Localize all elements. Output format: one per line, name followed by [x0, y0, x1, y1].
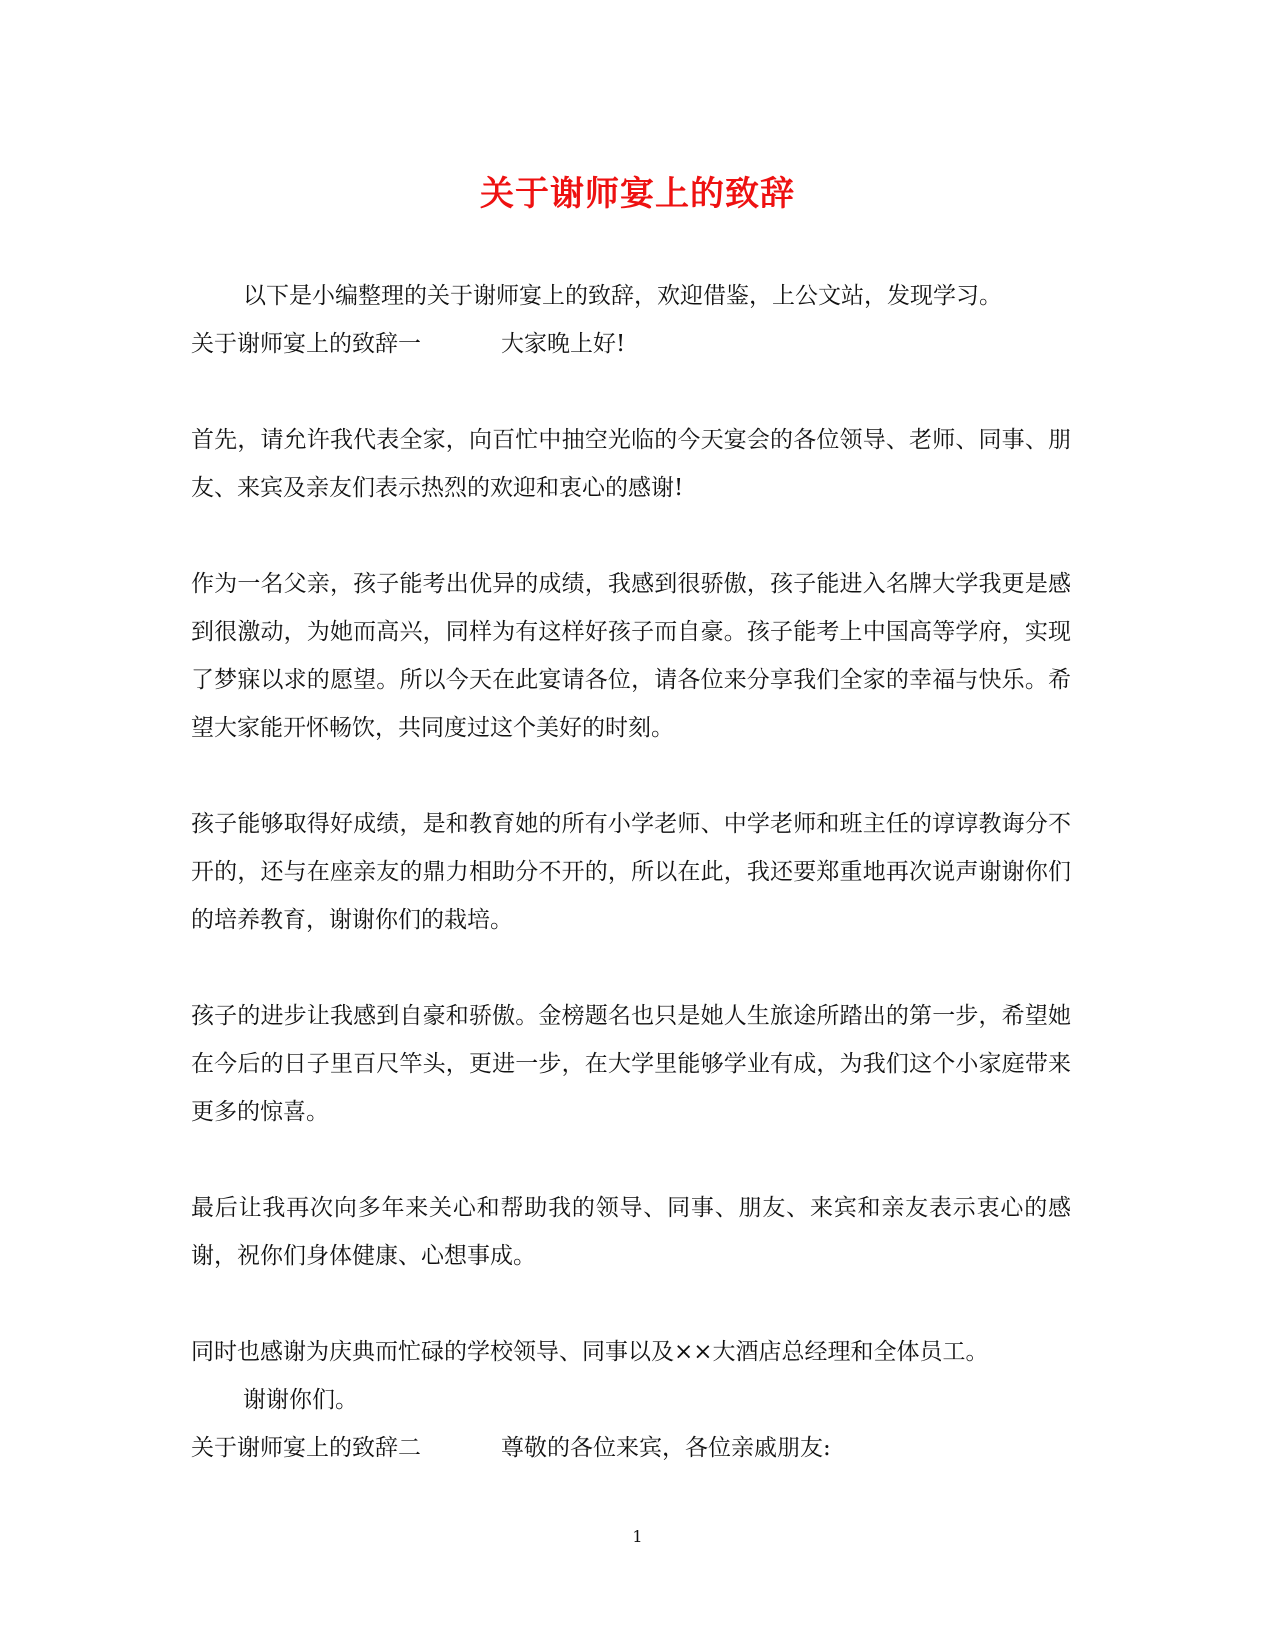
document-body [191, 272, 1071, 1472]
speech-2-header-line [191, 1424, 1071, 1472]
paragraph-5: 最后让我再次向多年来关心和帮助我的领导、同事、朋友、来宾和亲友表示衷心的感谢，祝你们身体健康、心想事成。 [191, 1195, 1071, 1269]
paragraph-6: 同时也感谢为庆典而忙碌的学校领导、同事以及××大酒店总经理和全体员工。 [191, 1339, 989, 1365]
intro-line: 以下是小编整理的关于谢师宴上的致辞，欢迎借鉴，上公文站，发现学习。 [243, 283, 1002, 309]
speech-2-heading: 关于谢师宴上的致辞二 [191, 1435, 421, 1461]
paragraph-2: 作为一名父亲，孩子能考出优异的成绩，我感到很骄傲，孩子能进入名牌大学我更是感到很激动，为她而高兴，同样为有这样好孩子而自豪。孩子能考上中国高等学府，实现了梦寐以求的愿望。所以今天在此宴请各位，请各位来分享我们全家的幸福与快乐。希望大家能开怀畅饮，共同度过这个美好的时刻。 [191, 571, 1071, 741]
page-number: 1 [632, 1527, 643, 1546]
speech-1-greeting: 大家晚上好! [501, 331, 626, 357]
paragraph-3: 孩子能够取得好成绩，是和教育她的所有小学老师、中学老师和班主任的谆谆教诲分不开的，还与在座亲友的鼎力相助分不开的，所以在此，我还要郑重地再次说声谢谢你们的培养教育，谢谢你们的栽培。 [191, 811, 1071, 933]
paragraph-1: 首先，请允许我代表全家，向百忙中抽空光临的今天宴会的各位领导、老师、同事、朋友、来宾及亲友们表示热烈的欢迎和衷心的感谢! [191, 427, 1071, 501]
paragraph-4: 孩子的进步让我感到自豪和骄傲。金榜题名也只是她人生旅途所踏出的第一步，希望她在今后的日子里百尺竿头，更进一步，在大学里能够学业有成，为我们这个小家庭带来更多的惊喜。 [191, 1003, 1071, 1125]
speech-2-greeting: 尊敬的各位来宾，各位亲戚朋友: [501, 1435, 831, 1461]
thanks-line: 谢谢你们。 [243, 1387, 358, 1413]
document-title: 关于谢师宴上的致辞 [480, 174, 795, 214]
speech-1-heading: 关于谢师宴上的致辞一 [191, 331, 421, 357]
speech-1-header-line [191, 320, 1071, 368]
